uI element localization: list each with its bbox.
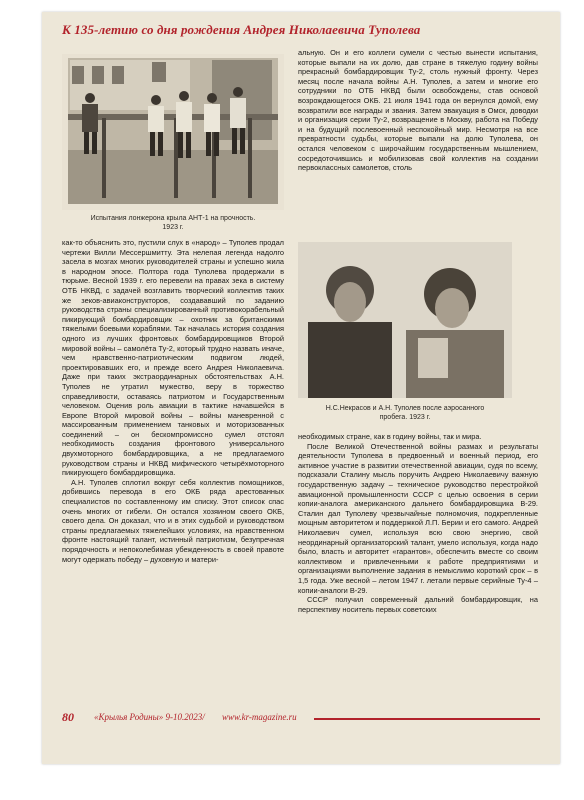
right-top-paragraph-1: альную. Он и его коллеги сумели с честью вынести испытания, которые выпали на их долю, дав стране в тяжелую годину войны прекрасный бомбардировщик Ту-2, столь нужный фронту. Через месяц после начала войны А.Н. Туполев, а затем и многие его сотрудники по ОТБ НКВД были освобождены, став основой возрождающегося ОКБ. 21 июля 1941 года он вернулся домой, ему возвратили все награды и звания. Затем эвакуация в Омск, доводки и организация серии Ту-2, возвращение в Москву, работа на Победу и на будущий послевоенный неспокойный мир. Несмотря на все превратности судьбы, которые выпали на долю Туполева, он остался человеком с широчайшим государственным мышлением, сосредоточившись и мобилизовав свой коллектив на создании первоклассных самолетов, столь [298,48,538,173]
photo-nekrasov-tupolev-image [298,242,512,398]
photo-nekrasov-tupolev [298,242,512,398]
photo2-caption [298,404,512,422]
page-number: 80 [62,710,74,724]
right-bottom-paragraph-2: После Великой Отечественной войны размах и результаты деятельности Туполева в предвоенный и военный период, его активное участие в развитии отечественной авиации, судя по всему, подсказали Сталину мысль поручить Андрею Николаевичу важную государственную задачу – техническое руководство перестройкой авиационной промышленности СССР с целью освоения в серии копии-аналога американского дальнего бомбардировщика В-29. Сталин дал Туполеву чрезвычайные полномочия, подкрепленные мощным авторитетом и поддержкой Л.П. Берии и его самого. Андрей Николаевич сумел, используя всю свою энергию, свой неординарный организаторский талант, умело используя, когда надо было, власть и авторитет «гарантов», обеспечить вместе со своим коллективом и привлеченными к работе предприятиями и организациями выполнение задания в немыслимо короткий срок – в 1,5 года. Уже весной – летом 1947 г. летали первые серийные Ту-4 – копии-аналоги В-29. [298,441,538,595]
footer-rule [314,718,540,720]
page-header: К 135-летию со дня рождения Андрея Николаевича Туполева [62,22,421,37]
left-paragraph-1: как-то объяснить это, пустили слух в «народ» – Туполев продал чертежи Вилли Мессершмитту. Эта нелепая легенда надолго засела в мозгах многих руководителей страны и успешно жила в народном эпосе. Полтора года Туполева продержали в тюрьме. Весной 1939 г. его перевели на правах зека в систему ОТБ НКВД, с задачей возглавить творческий коллектив таких же зеков-авиаконструкторов, создававший по заданию руководства страны специализированный противокорабельный пикирующий бомбардировщик – охотник за британскими тяжелыми боевыми кораблями. Так началась история создания одного из лучших фронтовых бомбардировщиков Второй мировой войны – самолёта Ту-2, который трудно назвать иначе, чем нравственно-патриотическим подвигом людей, проектировавших его, и прежде всего Андрея Николаевича. Даже при таких экстраординарных обстоятельствах А.Н. Туполев не утратил мужество, веру в торжество справедливости, оставаясь патриотом и Государственным человеком. Оценив роль авиации в тактике начавшейся в Европе Второй мировой войны – войны маневренной с массированным применением танковых и моторизованных соединений – он бескомпромиссно сумел отстоял необходимость создания фронтового универсального двухмоторного бомбардировщика, а не предлагаемого руководством страны и НКВД мифического четырёхмоторного пикирующего бомбардировщика. [62,238,284,478]
photo2-caption-line2: пробега. 1923 г. [379,414,431,421]
right-top-text-column [298,48,538,173]
photo1-caption [62,214,284,232]
right-bottom-paragraph-3: СССР получил современный дальний бомбардировщик, на перспективу носитель первых советских [298,595,538,614]
photo-wing-spar-image [62,54,284,210]
left-text-column [62,238,284,564]
page-footer [62,712,542,726]
left-paragraph-2: А.Н. Туполев сплотил вокруг себя коллектив помощников, добившись перевода в его ОКБ ряда арестованных специалистов по составленному им списку. Этот список спас очень многих от гибели. Он остался хозяином своего ОКБ, своего дела. Он доказал, что и в этих судьбой и руководством страны предлагаемых тяжелейших условиях, на нравственном фронте настоящий талант, истинный патриотизм, безупречная порядочность и непоколебимая убежденность в своей правоте могут одержать победу – духовную и матери- [62,477,284,564]
photo1-caption-line2: 1923 г. [162,224,184,231]
right-bottom-text-column [298,432,538,614]
photo2-caption-line1: Н.С.Некрасов и А.Н. Туполев после аэросанного [325,405,485,412]
magazine-issue: «Крылья Родины» 9-10.2023/ [94,712,205,722]
magazine-website-link[interactable]: www.kr-magazine.ru [222,712,297,722]
right-bottom-paragraph-1: необходимых стране, как в годину войны, так и мира. [298,432,482,441]
photo-wing-spar-test [62,54,284,210]
photo1-caption-line1: Испытания лонжерона крыла АНТ-1 на прочность. [90,215,256,222]
